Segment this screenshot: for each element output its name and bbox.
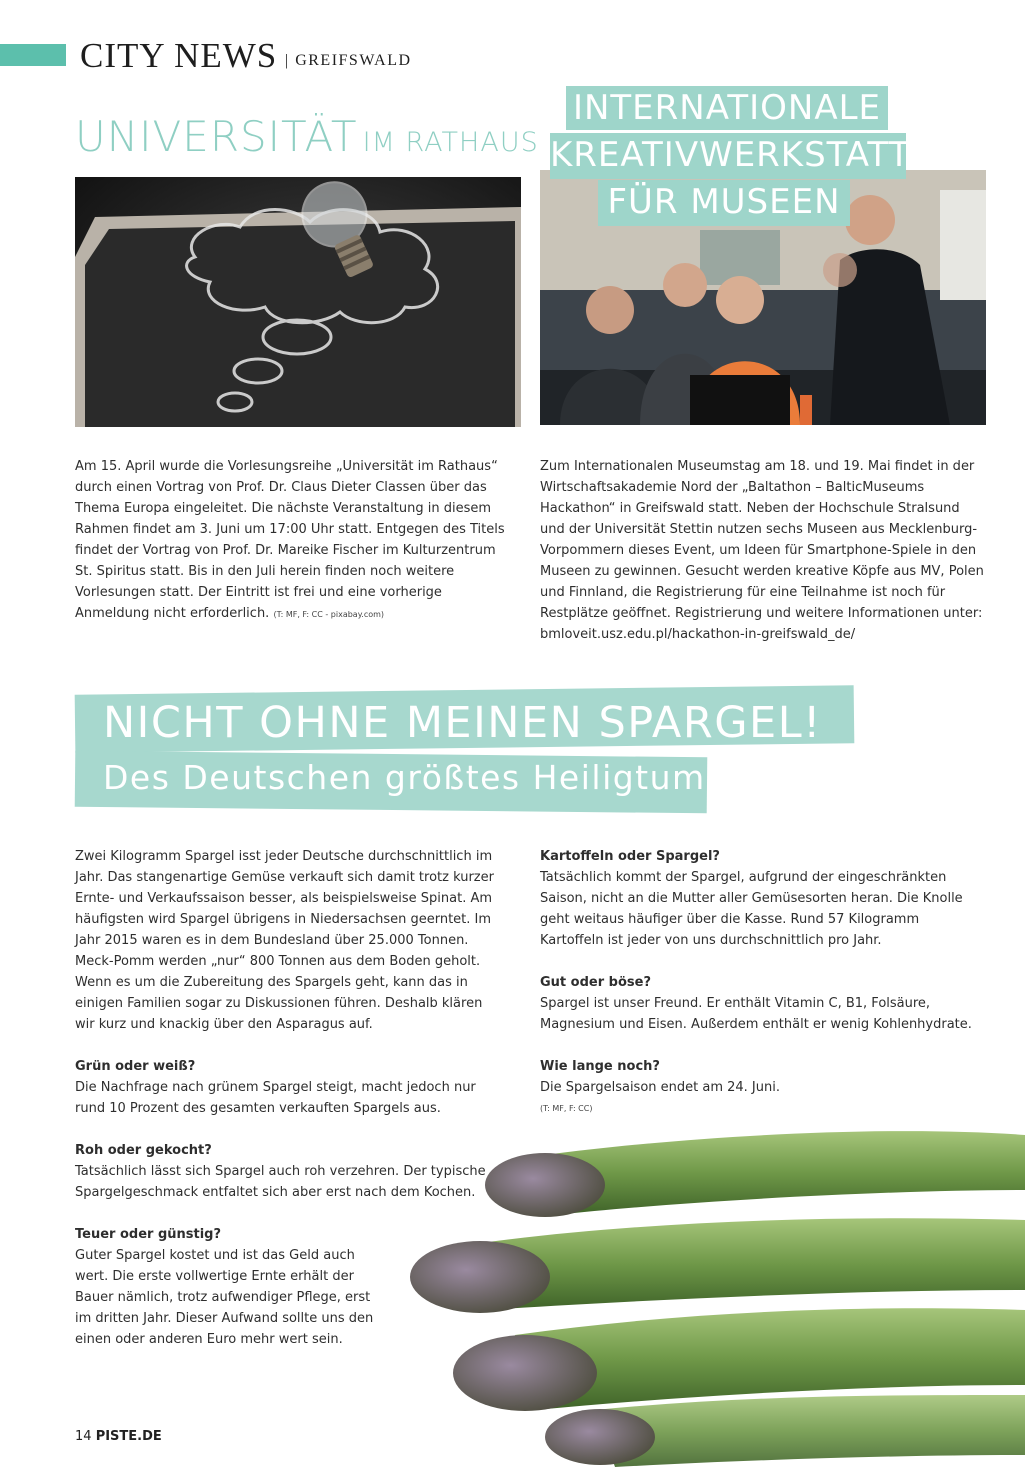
museum-headline-line-3: FÜR MUSEEN: [598, 180, 850, 226]
spargel-right-column: [540, 846, 985, 1140]
section-text: Tatsächlich kommt der Spargel, aufgrund der eingeschränkten Saison, nicht an die Mutter aller Gemüsesorten heran. Die Knolle geht weitaus häufiger über die Kasse. Rund 57 Kilogramm Kartoffeln ist jeder von uns durchschnittlich pro Jahr.: [540, 870, 963, 948]
brand-name: PISTE.DE: [95, 1429, 162, 1444]
uni-headline-main: UNIVERSITÄT: [75, 112, 358, 161]
section-heading: Grün oder weiß?: [75, 1059, 196, 1074]
header-separator: |: [285, 52, 290, 69]
header-accent-bar: [0, 44, 66, 66]
section-teuer-guenstig: [75, 1224, 385, 1350]
section-text: Guter Spargel kostet und ist das Geld auch wert. Die erste vollwertige Ernte erhält der Bauer nämlich, trotz aufwendiger Pflege, erst im dritten Jahr. Dieser Aufwand sollte uns den einen oder anderen Euro mehr wert sein.: [75, 1248, 374, 1347]
section-heading: Teuer oder günstig?: [75, 1227, 222, 1242]
spargel-photo-credit: (T: MF, F: CC): [540, 1104, 593, 1113]
section-wie-lange: [540, 1056, 985, 1119]
uni-article-body: [75, 456, 515, 625]
section-text: Tatsächlich lässt sich Spargel auch roh verzehren. Der typische Spargelgeschmack entfaltet sich aber erst nach dem Kochen.: [75, 1164, 486, 1200]
spargel-subtitle: Des Deutschen größtes Heiligtum: [103, 758, 706, 797]
section-heading: Wie lange noch?: [540, 1059, 660, 1074]
section-roh-gekocht: [75, 1140, 500, 1203]
section-text: Spargel ist unser Freund. Er enthält Vitamin C, B1, Folsäure, Magnesium und Eisen. Außerdem enthält er wenig Kohlenhydrate.: [540, 996, 972, 1032]
section-gut-boese: [540, 972, 985, 1035]
uni-headline: [75, 112, 539, 161]
museum-headline-line-2: KREATIVWERKSTATT: [550, 133, 906, 179]
uni-article-text: Am 15. April wurde die Vorlesungsreihe „Universität im Rathaus“ durch einen Vortrag von Prof. Dr. Claus Dieter Classen über das Thema Europa eingeleitet. Die nächste Veranstaltung in diesem Rahmen findet am 3. Juni um 17:00 Uhr statt. Entgegen des Titels findet der Vortrag von Prof. Dr. Mareike Fischer im Kulturzentrum St. Spiritus statt. Bis in den Juli herein finden noch weitere Vorlesungen statt. Der Eintritt ist frei und eine vorherige Anmeldung nicht erforderlich.: [75, 459, 505, 621]
section-kartoffeln-spargel: [540, 846, 985, 951]
section-heading: Kartoffeln oder Spargel?: [540, 849, 720, 864]
section-heading: Gut oder böse?: [540, 975, 651, 990]
uni-photo-credit: (T: MF, F: CC - pixabay.com): [273, 610, 385, 619]
spargel-intro: Zwei Kilogramm Spargel isst jeder Deutsche durchschnittlich im Jahr. Das stangenartige Gemüse verkauft sich damit trotz kurzer Ernte- und Verkaufssaison besser, als beispielsweise Spinat. Am häufigsten wird Spargel übrigens in Niedersachsen geerntet. Im Jahr 2015 waren es in dem Bundesland über 25.000 Tonnen. Meck-Pomm werden „nur“ 800 Tonnen aus dem Boden geholt. Wenn es um die Zubereitung des Spargels geht, kann das in einigen Familien sogar zu Diskussionen führen. Deshalb klären wir kurz und knackig über den Asparagus auf.: [75, 849, 494, 1032]
location-label: GREIFSWALD: [295, 52, 412, 69]
section-text: Die Nachfrage nach grünem Spargel steigt, macht jedoch nur rund 10 Prozent des gesamten verkauften Spargels aus.: [75, 1080, 476, 1116]
section-text: Die Spargelsaison endet am 24. Juni.: [540, 1080, 780, 1095]
section-title: CITY NEWS: [80, 36, 278, 75]
section-gruen-weiss: [75, 1056, 500, 1119]
museum-article-body: Zum Internationalen Museumstag am 18. und 19. Mai findet in der Wirtschaftsakademie Nord der „Baltathon – BalticMuseums Hackathon“ in Greifswald statt. Neben der Hochschule Stralsund und der Universität Stettin nutzen sechs Museen aus Mecklenburg-Vorpommern dieses Event, um Ideen für Smartphone-Spiele in den Museen zu gewinnen. Gesucht werden kreative Köpfe aus MV, Polen und Finnland, die Registrierung für eine Teilnahme ist noch für Restplätze geöffnet. Registrierung und weitere Informationen unter: bmloveit.usz.edu.pl/hackathon-in-greifswald_de/: [540, 459, 984, 642]
lightbulb-chalkboard-image: [75, 177, 521, 427]
section-location: [285, 52, 412, 70]
section-heading: Roh oder gekocht?: [75, 1143, 212, 1158]
page-number: 14: [75, 1429, 92, 1444]
uni-headline-rest: IM RATHAUS: [362, 127, 539, 158]
museum-headline-line-1: INTERNATIONALE: [566, 86, 888, 130]
spargel-left-column: [75, 846, 500, 1371]
spargel-title: NICHT OHNE MEINEN SPARGEL!: [103, 698, 822, 748]
page-footer: [75, 1429, 162, 1444]
